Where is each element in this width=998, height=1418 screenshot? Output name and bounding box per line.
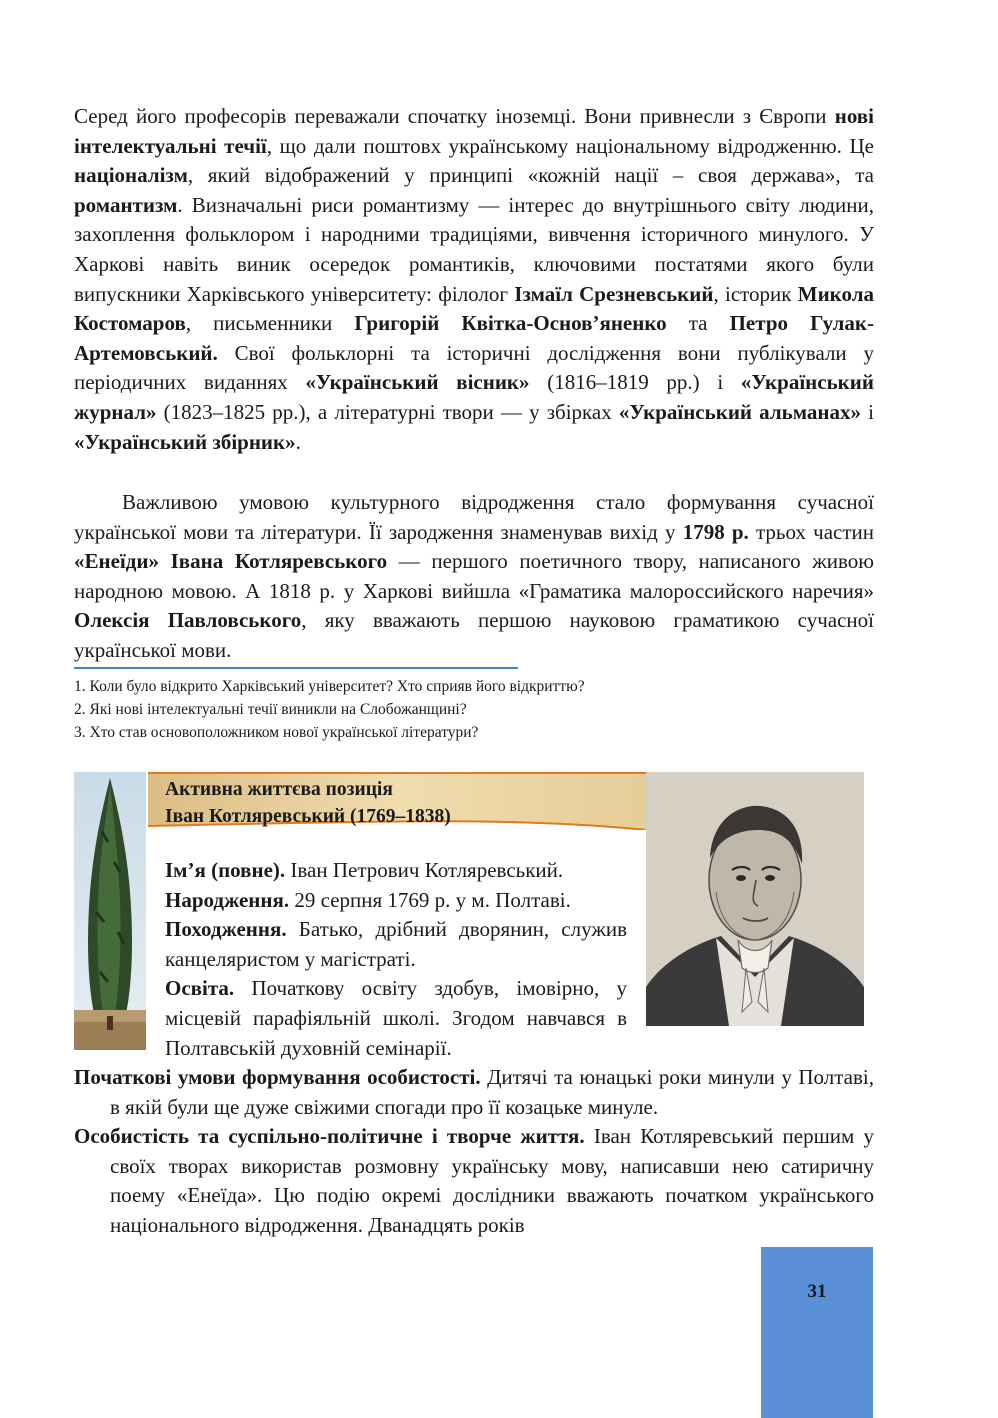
cypress-tree-image (74, 772, 146, 1050)
paragraph-language-revival: Важливою умовою культурного відродження стало формування сучасної української мови та літератури. Її зародження знаменував вихід у 1798 р. трьох частин «Енеїди» Івана Котляревського — першого поетичного твору, написаного живою народною мовою. А 1818 р. у Харкові вийшла «Граматика малороссийского наречия» Олексія Павловського, яку вважають першою науковою граматикою сучасної української мови. (74, 490, 874, 662)
bio-origin: Походження. Батько, дрібний дворянин, служив канцеляристом у магістраті. (165, 917, 627, 971)
banner-title (165, 776, 635, 830)
bio-birth: Народження. 29 серпня 1769 р. у м. Полтаві. (165, 887, 571, 912)
section-divider (74, 667, 518, 669)
page-number-tab (761, 1247, 873, 1418)
section-early-conditions: Початкові умови формування особистості. Дитячі та юнацькі роки минули у Полтаві, в якій були ще дуже свіжими спогади про її козацьке минуле. (74, 1065, 874, 1119)
page-number: 31 (807, 1281, 827, 1302)
question-item: 1. Коли було відкрито Харківський університет? Хто сприяв його відкриттю? (74, 678, 585, 695)
question-item: 2. Які нові інтелектуальні течії виникли на Слобожанщині? (74, 701, 467, 718)
kotliarevsky-portrait-engraving (646, 772, 864, 1026)
section-personality-life: Особистість та суспільно-політичне і творче життя. Іван Котляревський першим у своїх творах використав розмовну українську мову, написавши нею сатиричну поему «Енеїда». Цю подію окремі дослідники вважають початком українського національного відродження. Дванадцять років (74, 1124, 874, 1237)
banner-heading: Активна життєва позиція (165, 779, 393, 800)
question-item: 3. Хто став основоположником нової української літератури? (74, 724, 479, 741)
biography-facts (165, 856, 627, 1063)
review-questions (74, 675, 874, 744)
bio-name: Ім’я (повне). Іван Петрович Котляревський. (165, 858, 564, 882)
banner-person: Іван Котляревський (1769–1838) (165, 806, 451, 827)
paragraph-intellectual-currents: Серед його професорів переважали спочатку іноземці. Вони привнесли з Європи нові інтелектуальні течії, що дали поштовх українському національному відродженню. Це націоналізм, який відображений у принципі «кожній нації – своя держава», та романтизм. Визначальні риси романтизму — інтерес до внутрішнього світу людини, захоплення фольклором і народними традиціями, вивчення історичного минулого. У Харкові навіть виник осередок романтиків, ключовими постатями якого були випускники Харківського університету: філолог Ізмаїл Срезневський, історик Микола Костомаров, письменники Григорій Квітка-Основ’яненко та Петро Гулак-Артемовський. Свої фольклорні та історичні дослідження вони публікували у періодичних виданнях «Український вісник» (1816–1819 рр.) і «Український журнал» (1823–1825 рр.), а літературні твори — у збірках «Український альманах» і «Український збірник». (74, 104, 874, 454)
bio-education: Освіта. Початкову освіту здобув, імовірно, у місцевій парафіяльній школі. Згодом навчався в Полтавській духовній семінарії. (165, 976, 627, 1060)
